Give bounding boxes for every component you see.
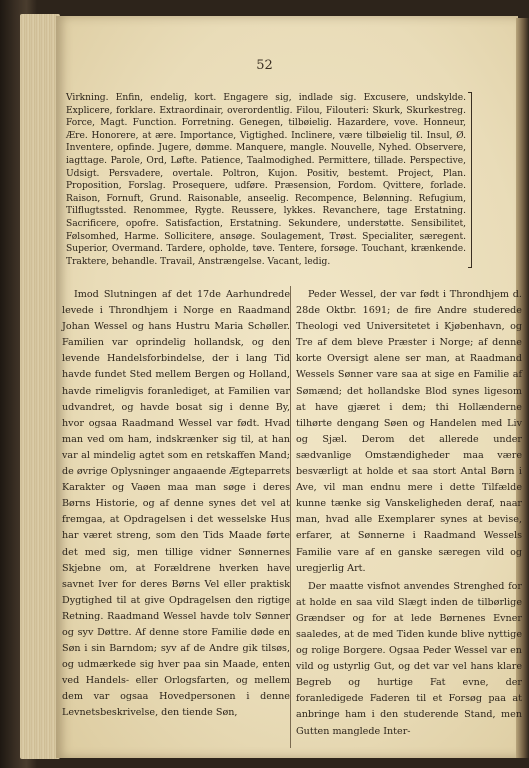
left-column [62,287,290,722]
glossary-bracket [468,92,472,268]
page-stack-edges [20,14,60,759]
column-divider [290,286,291,748]
right-column [296,287,522,740]
glossary-block [66,92,466,268]
right-paragraph-1: Peder Wessel, der var født i Throndhjem d. 28de Oktbr. 1691; de fire Andre studerede Theologi ved Universitetet i Kjøbenhavn, og Tre af dem bleve Præster i Norge; af denne korte Oversigt alene ser man, at Raadmand Wessels Sønner vare saa at sige en Familie af Sømænd; det hollandske Blod synes ligesom at have gjæret i dem; thi Hollænderne tilhørte dengang Søen og Handelen med Liv og Sjæl. Derom det allerede under sædvanlige Omstændigheder maa være besværligt at holde et saa stort Antal Børn i Ave, vil man endnu mere i dette Tilfælde kunne tænke sig Vanskeligheden deraf, naar man, hvad alle Exemplarer synes at bevise, erfarer, at Sønnerne i Raadmand Wessels Familie vare af en ganske særegen vild og uregjerlig Art. [296,289,522,574]
right-paragraph-2: Der maatte visfnot anvendes Strenghed for at holde en saa vild Slægt inden de tilbørlige Grændser og for at lede Børnenes Evner saaledes, at de med Tiden kunde blive nyttige og rolige Borgere. Ogsaa Peder Wessel var en vild og ustyrlig Gut, og det var vel hans klare Begreb og hurtige Fat evne, der foranledigede Faderen til et Forsøg paa at anbringe ham i den studerende Stand, men Gutten manglede Inter- [296,580,522,737]
left-paragraph: Imod Slutningen af det 17de Aarhundrede levede i Throndhjem i Norge en Raadmand Johan Wessel og hans Hustru Maria Schøller. Familien var oprindelig hollandsk, og den levende Handelsforbindelse, der i lang Tid havde fundet Sted mellem Bergen og Holland, havde rimeligvis foranlediget, at Familien var udvandret, og havde bosat sig i denne By, hvor ogsaa Raadmand Wessel var født. Hvad man ved om ham, indskrænker sig til, at han var al mindelig agtet som en retskaffen Mand; de øvrige Oplysninger angaaende Ægteparrets Karakter og Vaøen maa man søge i deres Børns Historie, og af denne synes det vel at fremgaa, at Opdragelsen i det wesselske Hus har været streng, som den Tids Maade førte det med sig, men tillige vidner Sønnernes Skjebne om, at Forældrene hverken have savnet Iver for deres Børns Vel eller praktisk Dygtighed til at give Opdragelsen den rigtige Retning. Raadmand Wessel havde tolv Sønner og syv Døttre. Af denne store Familie døde en Søn i sin Barndom; syv af de Andre gik tilsøs, og udmærkede sig hver paa sin Maade, enten ved Handels- eller Orlogsfarten, og mellem dem var ogsaa Hovedpersonen i denne Levnetsbeskrivelse, den tiende Søn, [62,289,290,719]
page-number: 52 [256,58,273,73]
glossary-text: Virkning. Enfin, endelig, kort. Engagere sig, indlade sig. Excusere, undskylde. Explicere, forklare. Extraordinair, overordentlig. Filou, Filouteri: Skurk, Skurkestreg. Force, Magt. Function. Forretning. Genegen, tilbøielig. Hazardere, vove. Honneur, Ære. Honorere, at ære. Importance, Vigtighed. Inclinere, være tilbøielig til. Insul, Ø. Inventere, opfinde. Jugere, dømme. Manquere, mangle. Nouvelle, Nyhed. Observere, iagttage. Parole, Ord, Løfte. Patience, Taalmodighed. Permittere, tillade. Perspective, Udsigt. Persvadere, overtale. Poltron, Kujon. Positiv, bestemt. Project, Plan. Proposition, Forslag. Prosequere, udføre. Præsension, Fordom. Qvittere, forlade. Raison, Fornuft, Grund. Raisonable, anseelig. Recompence, Belønning. Refugium, Tilflugtssted. Renommee, Rygte. Reussere, lykkes. Revanchere, tage Erstatning. Sacrificere, opofre. Satisfaction, Erstatning. Sekundere, understøtte. Sensibilitet, Følsomhed, Harme. Sollicitere, ansøge. Soulagement, Trøst. Specialiter, særegent. Superior, Overmand. Tardere, opholde, tøve. Tentere, forsøge. Touchant, krænkende. Traktere, behandle. Travail, Anstrængelse. Vacant, ledig. [66,93,466,267]
